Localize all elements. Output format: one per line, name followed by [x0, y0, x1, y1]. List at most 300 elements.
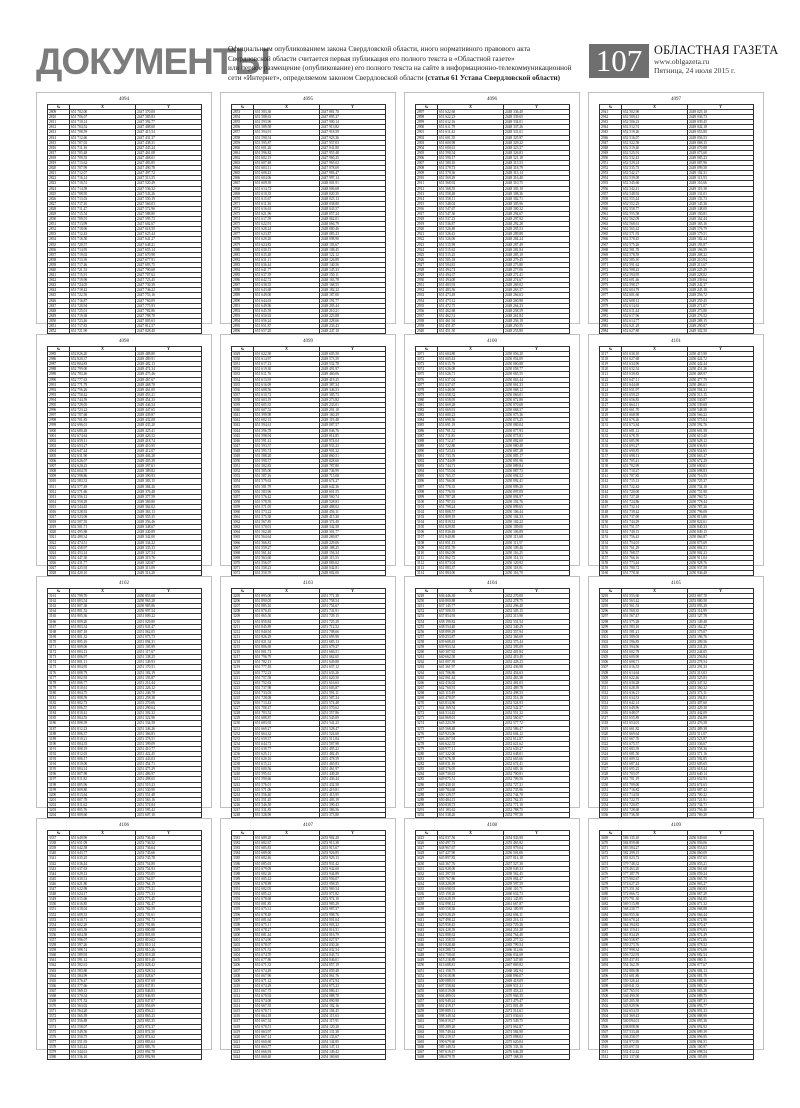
- x-coordinate: 651 644,72: [254, 741, 320, 746]
- y-coordinate: 2453 773,21: [136, 887, 202, 892]
- point-number: 3449: [416, 958, 438, 963]
- point-number: 3480: [600, 892, 622, 897]
- x-coordinate: 651 673,84: [622, 423, 688, 428]
- x-coordinate: 651 573,22: [254, 510, 320, 515]
- y-coordinate: 2447 707,62: [136, 273, 202, 278]
- point-number: 2977: [600, 293, 622, 298]
- y-coordinate: 2449 491,97: [320, 367, 386, 372]
- x-coordinate: 651 579,63: [254, 479, 320, 484]
- y-coordinate: 2467 869,82: [504, 963, 570, 968]
- x-coordinate: 533 697,53: [622, 1044, 688, 1049]
- y-coordinate: 2448 062,01: [320, 217, 386, 222]
- x-coordinate: 652 532,43: [622, 155, 688, 160]
- x-coordinate: 651 807,78: [70, 797, 136, 802]
- point-number: 3193: [48, 757, 70, 762]
- point-number: 3235: [232, 746, 254, 751]
- point-number: 3054: [232, 479, 254, 484]
- point-number: 3397: [232, 917, 254, 922]
- point-number: 3122: [600, 377, 622, 382]
- y-coordinate: 2450 101,76: [504, 499, 570, 504]
- column-header: X: [70, 347, 136, 352]
- point-number: 2878: [232, 237, 254, 242]
- y-coordinate: 2448 295,53: [504, 227, 570, 232]
- x-coordinate: 651 647,11: [622, 377, 688, 382]
- x-coordinate: 651 515,25: [438, 252, 504, 257]
- y-coordinate: 2451 662,65: [320, 655, 386, 660]
- x-coordinate: 583 584,27: [622, 846, 688, 851]
- y-coordinate: 2449 363,13: [136, 510, 202, 515]
- point-number: 3504: [600, 1014, 622, 1019]
- point-number: 3474: [600, 861, 622, 866]
- x-coordinate: 651 708,59: [70, 130, 136, 135]
- x-coordinate: 651 617,59: [254, 217, 320, 222]
- x-coordinate: 651 680,23: [438, 413, 504, 418]
- x-coordinate: 652 558,77: [622, 206, 688, 211]
- y-coordinate: 2453 846,83: [136, 988, 202, 993]
- y-coordinate: 2449 425,41: [136, 428, 202, 433]
- point-number: 3201: [48, 797, 70, 802]
- y-coordinate: 2450 530,87: [688, 397, 754, 402]
- point-number: 3006: [48, 459, 70, 464]
- coordinate-table: [599, 830, 754, 1060]
- point-number: 3399: [232, 927, 254, 932]
- y-coordinate: 2452 401,84: [504, 650, 570, 655]
- point-number: 3172: [48, 650, 70, 655]
- point-number: 2867: [232, 181, 254, 186]
- x-coordinate: 651 682,05: [254, 887, 320, 892]
- y-coordinate: 2447 782,86: [136, 308, 202, 313]
- y-coordinate: 2448 001,91: [320, 181, 386, 186]
- x-coordinate: 652 550,29: [70, 499, 136, 504]
- point-number: 2886: [232, 278, 254, 283]
- x-coordinate: 651 757,58: [254, 675, 320, 680]
- x-coordinate: 651 714,95: [70, 247, 136, 252]
- y-coordinate: 2449 426,52: [136, 433, 202, 438]
- y-coordinate: 2453 278,54: [688, 660, 754, 665]
- y-coordinate: 2449 454,33: [136, 397, 202, 402]
- x-coordinate: 651 610,71: [70, 917, 136, 922]
- point-number: 3251: [416, 604, 438, 609]
- point-number: 3143: [600, 484, 622, 489]
- x-coordinate: 652 696,01: [70, 423, 136, 428]
- y-coordinate: 2456 070,47: [688, 922, 754, 927]
- x-coordinate: 651 733,03: [254, 690, 320, 695]
- x-coordinate: 637 500,35: [438, 609, 504, 614]
- point-number: 3064: [232, 530, 254, 535]
- y-coordinate: 2449 182,24: [688, 237, 754, 242]
- legal-line-last: [228, 74, 600, 84]
- x-coordinate: 651 651,09: [70, 841, 136, 846]
- y-coordinate: 2449 390,93: [136, 474, 202, 479]
- column-header: №: [416, 831, 438, 836]
- x-coordinate: 651 656,24: [254, 318, 320, 323]
- y-coordinate: 2456 085,72: [688, 983, 754, 988]
- y-coordinate: 2453 721,91: [688, 797, 754, 802]
- point-number: 3229: [232, 716, 254, 721]
- y-coordinate: 2452 296,40: [504, 604, 570, 609]
- x-coordinate: 638 899,29: [438, 629, 504, 634]
- point-number: 3018: [48, 520, 70, 525]
- table-row: [416, 813, 570, 818]
- y-coordinate: 2448 300,32: [504, 206, 570, 211]
- x-coordinate: 651 724,86: [622, 499, 688, 504]
- y-coordinate: 2447 983,47: [320, 171, 386, 176]
- x-coordinate: 651 536,10: [70, 1055, 136, 1060]
- x-coordinate: 651 595,74: [254, 448, 320, 453]
- y-coordinate: 2450 114,13: [504, 555, 570, 560]
- point-number: 2908: [416, 166, 438, 171]
- point-number: 3359: [48, 948, 70, 953]
- y-coordinate: 2448 256,19: [504, 318, 570, 323]
- y-coordinate: 2447 618,50: [136, 227, 202, 232]
- y-coordinate: 2448 294,67: [504, 211, 570, 216]
- point-number: 3332: [600, 792, 622, 797]
- point-number: 3095: [416, 474, 438, 479]
- y-coordinate: 2456 074,49: [688, 932, 754, 937]
- x-coordinate: 652 585,10: [622, 257, 688, 262]
- panel-title: 4096: [487, 97, 497, 102]
- y-coordinate: 2449 256,72: [688, 293, 754, 298]
- x-coordinate: 627 498,22: [438, 917, 504, 922]
- x-coordinate: 651 584,99: [70, 973, 136, 978]
- y-coordinate: 2454 016,79: [320, 932, 386, 937]
- y-coordinate: 2466 834,68: [504, 953, 570, 958]
- y-coordinate: 2453 773,45: [136, 897, 202, 902]
- y-coordinate: 2447 670,98: [136, 252, 202, 257]
- y-coordinate: 2456 066,44: [688, 912, 754, 917]
- y-coordinate: 2447 955,48: [320, 150, 386, 155]
- point-number: 3068: [232, 550, 254, 555]
- column-header: Y: [320, 347, 386, 352]
- point-number: 3314: [600, 701, 622, 706]
- x-coordinate: 651 685,22: [254, 892, 320, 897]
- x-coordinate: 652 674,64: [70, 433, 136, 438]
- x-coordinate: 644 169,54: [438, 706, 504, 711]
- y-coordinate: 2452 727,21: [504, 782, 570, 787]
- x-coordinate: 651 587,16: [254, 474, 320, 479]
- y-coordinate: 2452 788,75: [504, 808, 570, 813]
- y-coordinate: 2451 029,80: [136, 619, 202, 624]
- point-number: 3435: [416, 887, 438, 892]
- x-coordinate: 651 622,60: [438, 110, 504, 115]
- y-coordinate: 2450 451,26: [688, 367, 754, 372]
- y-coordinate: 2450 548,50: [688, 408, 754, 413]
- y-coordinate: 2453 736,64: [136, 846, 202, 851]
- x-coordinate: 652 608,12: [622, 298, 688, 303]
- x-coordinate: 586 135,10: [622, 836, 688, 841]
- point-number: 3224: [232, 690, 254, 695]
- y-coordinate: 2448 168,55: [320, 283, 386, 288]
- y-coordinate: 2451 679,27: [320, 645, 386, 650]
- point-number: 3452: [416, 973, 438, 978]
- y-coordinate: 2453 244,05: [688, 650, 754, 655]
- point-number: 3264: [416, 670, 438, 675]
- x-coordinate: 652 495,88: [70, 530, 136, 535]
- y-coordinate: 2456 067,29: [688, 892, 754, 897]
- x-coordinate: 651 636,21: [622, 690, 688, 695]
- point-number: 3425: [416, 836, 438, 841]
- x-coordinate: 651 669,91: [438, 408, 504, 413]
- x-coordinate: 651 713,03: [70, 196, 136, 201]
- x-coordinate: 651 674,90: [254, 937, 320, 942]
- x-coordinate: 601 419,17: [438, 1004, 504, 1009]
- y-coordinate: 2450 787,26: [688, 504, 754, 509]
- point-number: 3245: [232, 797, 254, 802]
- y-coordinate: 2453 754,93: [136, 866, 202, 871]
- y-coordinate: 2466 312,66: [504, 948, 570, 953]
- x-coordinate: 652 723,22: [70, 408, 136, 413]
- y-coordinate: 2451 226,12: [136, 685, 202, 690]
- point-number: 2820: [48, 166, 70, 171]
- x-coordinate: 651 636,44: [70, 861, 136, 866]
- x-coordinate: 549 041,33: [622, 983, 688, 988]
- column-header: X: [438, 589, 504, 594]
- x-coordinate: 651 635,25: [70, 856, 136, 861]
- y-coordinate: 2447 415,54: [136, 130, 202, 135]
- x-coordinate: 651 649,96: [622, 706, 688, 711]
- x-coordinate: 651 515,62: [438, 247, 504, 252]
- x-coordinate: 648 967,67: [438, 846, 504, 851]
- y-coordinate: 2453 969,54: [320, 887, 386, 892]
- point-number: 3412: [232, 994, 254, 999]
- y-coordinate: 2451 415,95: [320, 792, 386, 797]
- y-coordinate: 2448 285,10: [504, 252, 570, 257]
- x-coordinate: 651 664,32: [254, 731, 320, 736]
- x-coordinate: 651 630,10: [622, 352, 688, 357]
- x-coordinate: 651 473,49: [438, 293, 504, 298]
- y-coordinate: 2453 828,67: [136, 973, 202, 978]
- x-coordinate: 641 361,97: [438, 665, 504, 670]
- x-coordinate: 651 773,44: [622, 560, 688, 565]
- legal-notice: [228, 45, 600, 83]
- panel-title: 4098: [119, 339, 129, 344]
- x-coordinate: 651 636,44: [254, 262, 320, 267]
- x-coordinate: 651 595,87: [254, 140, 320, 145]
- point-number: 3277: [416, 736, 438, 741]
- point-number: 2836: [48, 247, 70, 252]
- y-coordinate: 2449 073,60: [688, 150, 754, 155]
- x-coordinate: 652 601,60: [622, 293, 688, 298]
- y-coordinate: 2461 667,87: [504, 902, 570, 907]
- column-header: X: [622, 105, 688, 110]
- point-number: 3491: [600, 948, 622, 953]
- y-coordinate: 2470 453,23: [504, 988, 570, 993]
- issue-date: Пятница, 24 июля 2015 г.: [654, 66, 736, 75]
- point-number: 2809: [48, 110, 70, 115]
- x-coordinate: 651 634,33: [622, 695, 688, 700]
- x-coordinate: 606 019,08: [438, 988, 504, 993]
- point-number: 2903: [416, 140, 438, 145]
- point-number: 3430: [416, 861, 438, 866]
- point-number: 3233: [232, 736, 254, 741]
- x-coordinate: 651 615,67: [254, 196, 320, 201]
- y-coordinate: 2449 355,35: [136, 515, 202, 520]
- x-coordinate: 625 958,45: [438, 922, 504, 927]
- point-number: 3154: [600, 540, 622, 545]
- point-number: 3377: [48, 1039, 70, 1044]
- point-number: 2857: [232, 130, 254, 135]
- point-number: 3223: [232, 685, 254, 690]
- point-number: 3446: [416, 943, 438, 948]
- x-coordinate: 651 569,35: [622, 609, 688, 614]
- point-number: 3252: [416, 609, 438, 614]
- point-number: 3297: [600, 614, 622, 619]
- x-coordinate: 651 564,20: [70, 1009, 136, 1014]
- y-coordinate: 2468 896,07: [504, 973, 570, 978]
- x-coordinate: 651 714,93: [622, 792, 688, 797]
- point-number: 2899: [416, 120, 438, 125]
- point-number: 3317: [600, 716, 622, 721]
- point-number: 2960: [600, 206, 622, 211]
- point-number: 3163: [48, 604, 70, 609]
- point-number: 3066: [232, 540, 254, 545]
- y-coordinate: 2456 087,31: [688, 999, 754, 1004]
- point-number: 3227: [232, 706, 254, 711]
- y-coordinate: 2450 094,52: [504, 474, 570, 479]
- x-coordinate: 570 791,30: [622, 897, 688, 902]
- coordinate-table-panel: [220, 334, 396, 576]
- y-coordinate: 2448 271,41: [504, 273, 570, 278]
- y-coordinate: 2452 551,32: [504, 711, 570, 716]
- y-coordinate: 2452 771,10: [504, 802, 570, 807]
- x-coordinate: 651 642,72: [254, 278, 320, 283]
- x-coordinate: 651 629,12: [70, 871, 136, 876]
- y-coordinate: 2450 102,22: [504, 520, 570, 525]
- y-coordinate: 2450 698,83: [688, 469, 754, 474]
- point-number: 2932: [416, 288, 438, 293]
- x-coordinate: 651 883,37: [438, 566, 504, 571]
- point-number: 3221: [232, 675, 254, 680]
- x-coordinate: 651 611,79: [438, 125, 504, 130]
- y-coordinate: 2450 504,33: [688, 387, 754, 392]
- y-coordinate: 2448 274,67: [504, 278, 570, 283]
- y-coordinate: 2448 273,80: [504, 262, 570, 267]
- x-coordinate: 651 720,94: [70, 303, 136, 308]
- y-coordinate: 2447 746,22: [136, 288, 202, 293]
- y-coordinate: 2449 605,50: [320, 352, 386, 357]
- x-coordinate: 651 761,29: [622, 545, 688, 550]
- y-coordinate: 2453 489,38: [688, 726, 754, 731]
- x-coordinate: 651 615,66: [70, 897, 136, 902]
- point-number: 3294: [600, 599, 622, 604]
- y-coordinate: 2451 587,24: [320, 695, 386, 700]
- point-number: 2923: [416, 242, 438, 247]
- y-coordinate: 2448 210,21: [320, 308, 386, 313]
- column-header: Y: [688, 589, 754, 594]
- point-number: 3344: [48, 871, 70, 876]
- point-number: 2902: [416, 135, 438, 140]
- point-number: 3385: [232, 856, 254, 861]
- point-number: 3107: [416, 535, 438, 540]
- x-coordinate: 651 590,54: [254, 135, 320, 140]
- point-number: 3389: [232, 876, 254, 881]
- y-coordinate: 2448 339,65: [504, 115, 570, 120]
- y-coordinate: 2448 292,28: [504, 222, 570, 227]
- x-coordinate: 651 577,66: [70, 983, 136, 988]
- x-coordinate: 650 129,57: [438, 792, 504, 797]
- point-number: 2824: [48, 186, 70, 191]
- point-number: 3126: [600, 397, 622, 402]
- x-coordinate: 572 066,72: [622, 892, 688, 897]
- point-number: 3327: [600, 767, 622, 772]
- point-number: 3128: [600, 408, 622, 413]
- column-header: №: [600, 105, 622, 110]
- y-coordinate: 2449 042,18: [688, 125, 754, 130]
- point-number: 2811: [48, 120, 70, 125]
- point-number: 3468: [416, 1055, 438, 1060]
- y-coordinate: 2453 856,21: [136, 1009, 202, 1014]
- point-number: 3183: [48, 706, 70, 711]
- x-coordinate: 651 602,15: [254, 155, 320, 160]
- x-coordinate: 651 670,71: [254, 1009, 320, 1014]
- y-coordinate: 2448 560,74: [320, 494, 386, 499]
- point-number: 3489: [600, 937, 622, 942]
- y-coordinate: 2454 061,76: [320, 973, 386, 978]
- point-number: 3146: [600, 499, 622, 504]
- point-number: 2817: [48, 150, 70, 155]
- point-number: 3496: [600, 973, 622, 978]
- y-coordinate: 2447 753,16: [136, 293, 202, 298]
- y-coordinate: 2447 941,80: [320, 145, 386, 150]
- x-coordinate: 651 765,37: [438, 474, 504, 479]
- x-coordinate: 651 737,00: [622, 515, 688, 520]
- x-coordinate: 651 691,19: [438, 423, 504, 428]
- point-number: 3195: [48, 767, 70, 772]
- point-number: 3441: [416, 917, 438, 922]
- point-number: 3109: [416, 545, 438, 550]
- x-coordinate: 652 626,07: [70, 459, 136, 464]
- x-coordinate: 651 799,70: [70, 594, 136, 599]
- table-row: [600, 329, 754, 334]
- point-number: 3501: [600, 999, 622, 1004]
- x-coordinate: 651 712,66: [70, 135, 136, 140]
- point-number: 3326: [600, 762, 622, 767]
- y-coordinate: 2452 516,18: [504, 695, 570, 700]
- column-header: №: [48, 831, 70, 836]
- y-coordinate: 2465 799,54: [504, 943, 570, 948]
- coordinate-table: [47, 104, 202, 334]
- point-number: 3329: [600, 777, 622, 782]
- x-coordinate: 651 568,92: [438, 181, 504, 186]
- point-number: 3159: [600, 566, 622, 571]
- y-coordinate: 2448 301,77: [320, 530, 386, 535]
- x-coordinate: 651 622,98: [70, 887, 136, 892]
- y-coordinate: 2451 729,15: [320, 614, 386, 619]
- x-coordinate: 652 647,44: [70, 448, 136, 453]
- coordinate-table: [231, 588, 386, 818]
- point-number: 3085: [416, 423, 438, 428]
- x-coordinate: 651 550,75: [70, 1034, 136, 1039]
- y-coordinate: 2451 443,03: [136, 757, 202, 762]
- x-coordinate: 651 580,10: [438, 161, 504, 166]
- point-number: 3254: [416, 619, 438, 624]
- point-number: 3318: [600, 721, 622, 726]
- y-coordinate: 2449 068,15: [688, 140, 754, 145]
- point-number: 3343: [48, 866, 70, 871]
- x-coordinate: 651 755,04: [438, 469, 504, 474]
- x-coordinate: 651 801,74: [254, 650, 320, 655]
- point-number: 2968: [600, 247, 622, 252]
- x-coordinate: 637 854,93: [438, 614, 504, 619]
- x-coordinate: 651 721,53: [70, 268, 136, 273]
- table-row: [416, 571, 570, 576]
- y-coordinate: 2453 127,78: [688, 614, 754, 619]
- x-coordinate: 651 717,46: [70, 262, 136, 267]
- y-coordinate: 2450 060,88: [504, 362, 570, 367]
- x-coordinate: 652 575,26: [622, 242, 688, 247]
- x-coordinate: 651 462,68: [438, 308, 504, 313]
- point-number: 3219: [232, 665, 254, 670]
